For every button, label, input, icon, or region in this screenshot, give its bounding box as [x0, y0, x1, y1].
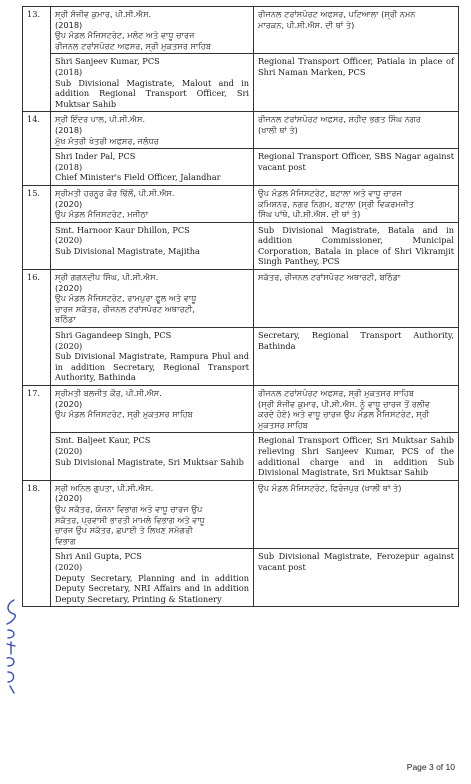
officer-english-line: (2020): [55, 561, 83, 572]
officer-punjabi-line: ਸ੍ਰੀ ਗਗਨਦੀਪ ਸਿੰਘ, ਪੀ.ਸੀ.ਐਸ.: [55, 272, 159, 283]
officer-punjabi-line: (2020): [55, 493, 83, 504]
table-row-english: [23, 222, 459, 269]
officer-english-line: (2018): [55, 161, 83, 172]
officer-english: [51, 549, 254, 607]
officer-punjabi-line: (2018): [55, 124, 83, 135]
table-row-english: [23, 433, 459, 480]
officer-punjabi-line: ਉਪ ਮੰਡਲ ਮੈਜਿਸਟਰੇਟ, ਸ੍ਰੀ ਮੁਕਤਸਰ ਸਾਹਿਬ: [55, 409, 193, 420]
officer-punjabi-line: (2020): [55, 198, 83, 209]
posting-english-line: Secretary, Regional Transport Authority, Bathinda: [258, 330, 454, 351]
serial-number: 16.: [23, 270, 51, 386]
officer-punjabi-line: ਸ੍ਰੀਮਤੀ ਬਲਜੀਤ ਕੌਰ, ਪੀ.ਸੀ.ਐਸ.: [55, 388, 162, 398]
posting-punjabi: [254, 112, 459, 149]
handwritten-signature-icon: [2, 596, 20, 696]
officer-english-line: Smt. Baljeet Kaur, PCS: [55, 435, 151, 446]
posting-punjabi-line: ਰੀਜਨਲ ਟਰਾਂਸਪੋਰਟ ਅਫਸਰ, ਸ੍ਰੀ ਮੁਕਤਸਰ ਸਾਹਿਬ: [258, 388, 415, 398]
posting-punjabi-line: ਮੁਕਤਸਰ ਸਾਹਿਬ: [258, 419, 308, 430]
posting-english: [254, 222, 459, 269]
posting-punjabi-line: ਉਪ ਮੰਡਲ ਮੈਜਿਸਟਰੇਟ, ਬਟਾਲਾ ਅਤੇ ਵਾਧੂ ਚਾਰਜ: [258, 187, 402, 198]
table-row-english: [23, 149, 459, 186]
posting-punjabi: [254, 7, 459, 54]
serial-number: 17.: [23, 386, 51, 481]
serial-number: 15.: [23, 185, 51, 269]
posting-punjabi-line: (ਸ੍ਰੀ ਸੰਜੀਵ ਕੁਮਾਰ, ਪੀ.ਸੀ.ਐਸ. ਨੂੰ ਵਾਧੂ ਚਾਰਜ ਤੋਂ ਰਲੀਵ: [258, 398, 431, 409]
officer-punjabi-line: ਰੀਜਨਲ ਟਰਾਂਸਪੋਰਟ ਅਫਸਰ, ਸ੍ਰੀ ਮੁਕਤਸਰ ਸਾਹਿਬ: [55, 40, 212, 51]
serial-number: 14.: [23, 112, 51, 186]
posting-punjabi-line: (ਖਾਲੀ ਥਾਂ ਤੇ): [258, 124, 298, 135]
posting-punjabi-line: ਕਮਿਸ਼ਨਰ, ਨਗਰ ਨਿਗਮ, ਬਟਾਲਾ (ਸ੍ਰੀ ਵਿਕਰਮਜੀਤ: [258, 198, 414, 209]
officer-punjabi-line: (2020): [55, 398, 83, 409]
table-row: [23, 185, 459, 222]
officer-english-line: Smt. Harnoor Kaur Dhillon, PCS: [55, 224, 190, 235]
officer-punjabi-line: ਉਪ ਮੰਡਲ ਮੈਜਿਸਟਰੇਟ, ਰਾਮਪੁਰਾ ਫੂਲ ਅਤੇ ਵਾਧੂ: [55, 293, 197, 304]
officer-english-line: Shri Gagandeep Singh, PCS: [55, 330, 172, 341]
officer-english-line: (2020): [55, 445, 83, 456]
posting-english-line: Regional Transport Officer, SBS Nagar against vacant post: [258, 151, 454, 172]
officer-punjabi-line: ਵਿਭਾਗ: [55, 535, 76, 546]
table-row: [23, 480, 459, 549]
table-row-english: [23, 549, 459, 607]
officer-punjabi: [51, 386, 254, 433]
officer-english-line: Chief Minister's Field Officer, Jalandhar: [55, 172, 221, 183]
table-row: [23, 112, 459, 149]
officer-english-line: Sub Divisional Magistrate, Sri Muktsar Sahib: [55, 456, 244, 467]
posting-punjabi-line: ਮਾਰਕਨ, ਪੀ.ਸੀ.ਐਸ. ਦੀ ਥਾਂ ਤੇ): [258, 19, 355, 30]
posting-english: [254, 549, 459, 607]
officer-punjabi-line: ਉਪ ਸਕੱਤਰ, ਯੋਜਨਾ ਵਿਭਾਗ ਅਤੇ ਵਾਧੂ ਚਾਰਜ ਉਪ: [55, 503, 203, 514]
officer-punjabi-line: ਸ੍ਰੀਮਤੀ ਹਰਨੂਰ ਕੌਰ ਢਿੱਲੋਂ, ਪੀ.ਸੀ.ਐਸ.: [55, 187, 175, 198]
officer-punjabi: [51, 480, 254, 549]
officer-punjabi: [51, 185, 254, 222]
posting-english: [254, 149, 459, 186]
officer-english-line: Deputy Secretary, Planning and in addition Deputy Secretary, NRI Affairs and in addition Deputy Secretary, Printing & Stationery: [55, 572, 249, 604]
officer-english: [51, 222, 254, 269]
officer-english-line: Shri Inder Pal, PCS: [55, 151, 136, 162]
table-row: [23, 270, 459, 328]
posting-english: [254, 433, 459, 480]
officer-english-line: (2018): [55, 66, 83, 77]
posting-punjabi-line: ਰੀਜਨਲ ਟਰਾਂਸਪੋਰਟ ਅਫਸਰ, ਪਟਿਆਲਾ (ਸ੍ਰੀ ਨਮਨ: [258, 9, 416, 19]
posting-punjabi: [254, 185, 459, 222]
officer-punjabi-line: ਚਾਰਜ ਉਪ ਸਕੱਤਰ, ਛਪਾਈ ਤੇ ਲਿਖਣ ਸਮੱਗਰੀ: [55, 525, 193, 536]
officer-punjabi-line: ਚਾਰਜ ਸਕੱਤਰ, ਰੀਜਨਲ ਟਰਾਂਸਪੋਰਟ ਅਥਾਰਟੀ,: [55, 303, 195, 314]
posting-english: [254, 328, 459, 386]
officer-english-line: Sub Divisional Magistrate, Malout and in addition Regional Transport Officer, Sri Muktsar Sahib: [55, 77, 249, 109]
officer-punjabi-line: ਸ੍ਰੀ ਇੰਦਰ ਪਾਲ, ਪੀ.ਸੀ.ਐਸ.: [55, 114, 146, 125]
table-row: [23, 386, 459, 433]
posting-english-line: Regional Transport Officer, Patiala in place of Shri Naman Marken, PCS: [258, 56, 454, 77]
officer-punjabi-line: ਸ੍ਰੀ ਸੰਜੀਵ ਕੁਮਾਰ, ਪੀ.ਸੀ.ਐਸ.: [55, 9, 152, 19]
officer-english-line: (2020): [55, 235, 83, 246]
officer-punjabi: [51, 7, 254, 54]
officer-punjabi-line: ਉਪ ਮੰਡਲ ਮੈਜਿਸਟਰੇਟ, ਮਲੋਟ ਅਤੇ ਵਾਧੂ ਚਾਰਜ: [55, 30, 195, 41]
posting-english-line: Sub Divisional Magistrate, Batala and in addition Commissioner, Municipal Corporation, Batala in place of Shri Vikramjit Singh Panthey, PCS: [258, 224, 454, 267]
officer-english: [51, 328, 254, 386]
officer-english-line: Sub Divisional Magistrate, Majitha: [55, 245, 200, 256]
posting-english: [254, 54, 459, 112]
officer-punjabi-line: (2018): [55, 19, 83, 30]
officer-punjabi-line: ਉਪ ਮੰਡਲ ਮੈਜਿਸਟਰੇਟ, ਮਜੀਠਾ: [55, 209, 149, 220]
officer-english: [51, 54, 254, 112]
officer-english-line: Shri Sanjeev Kumar, PCS: [55, 56, 160, 67]
table-row-english: [23, 54, 459, 112]
table-row: [23, 7, 459, 54]
posting-punjabi: [254, 480, 459, 549]
officer-english: [51, 433, 254, 480]
officer-punjabi: [51, 112, 254, 149]
serial-number: 13.: [23, 7, 51, 112]
officer-english-line: Shri Anil Gupta, PCS: [55, 551, 142, 562]
officer-english-line: Sub Divisional Magistrate, Rampura Phul and in addition Secretary, Regional Transport Authority, Bathinda: [55, 351, 249, 383]
officer-english-line: (2020): [55, 340, 83, 351]
posting-punjabi-line: ਕਰਦੇ ਹੋਏ) ਅਤੇ ਵਾਧੂ ਚਾਰਜ ਉਪ ਮੰਡਲ ਮੈਜਿਸਟਰੇਟ, ਸ੍ਰੀ: [258, 409, 430, 420]
posting-punjabi-line: ਰੀਜਨਲ ਟਰਾਂਸਪੋਰਟ ਅਫਸਰ, ਸ਼ਹੀਦ ਭਗਤ ਸਿੰਘ ਨਗਰ: [258, 114, 421, 125]
posting-punjabi-line: ਸਕੱਤਰ, ਰੀਜਨਲ ਟਰਾਂਸਪੋਰਟ ਅਥਾਰਟੀ, ਬਠਿੰਡਾ: [258, 272, 401, 283]
officer-punjabi-line: ਸਕੱਤਰ, ਪ੍ਰਵਾਸੀ ਭਾਰਤੀ ਮਾਮਲੇ ਵਿਭਾਗ ਅਤੇ ਵਾਧੂ: [55, 514, 205, 525]
posting-punjabi-line: ਉਪ ਮੰਡਲ ਮੈਜਿਸਟਰੇਟ, ਫਿਰੋਜ਼ਪੁਰ (ਖਾਲੀ ਥਾਂ ਤੇ): [258, 482, 402, 493]
posting-punjabi: [254, 386, 459, 433]
officer-english: [51, 149, 254, 186]
officer-punjabi: [51, 270, 254, 328]
posting-english-line: Sub Divisional Magistrate, Ferozepur against vacant post: [258, 551, 454, 572]
officer-punjabi-line: (2020): [55, 282, 83, 293]
orders-table: [22, 6, 459, 607]
posting-punjabi-line: ਸਿੰਘ ਪਾਂਥੇ, ਪੀ.ਸੀ.ਐਸ. ਦੀ ਥਾਂ ਤੇ): [258, 209, 361, 220]
posting-punjabi: [254, 270, 459, 328]
serial-number: 18.: [23, 480, 51, 607]
officer-punjabi-line: ਮੁੱਖ ਮੰਤਰੀ ਖੇਤਰੀ ਅਫਸਰ, ਜਲੰਧਰ: [55, 135, 159, 146]
page-number: Page 3 of 10: [406, 762, 455, 772]
officer-punjabi-line: ਸ੍ਰੀ ਅਨਿਲ ਗੁਪਤਾ, ਪੀ.ਸੀ.ਐਸ.: [55, 482, 154, 493]
posting-english-line: Regional Transport Officer, Sri Muktsar Sahib relieving Shri Sanjeev Kumar, PCS of the additional charge and in addition Sub Divisional Magistrate, Sri Muktsar Sahib: [258, 435, 454, 478]
officer-punjabi-line: ਬਠਿੰਡਾ: [55, 314, 76, 325]
table-row-english: [23, 328, 459, 386]
